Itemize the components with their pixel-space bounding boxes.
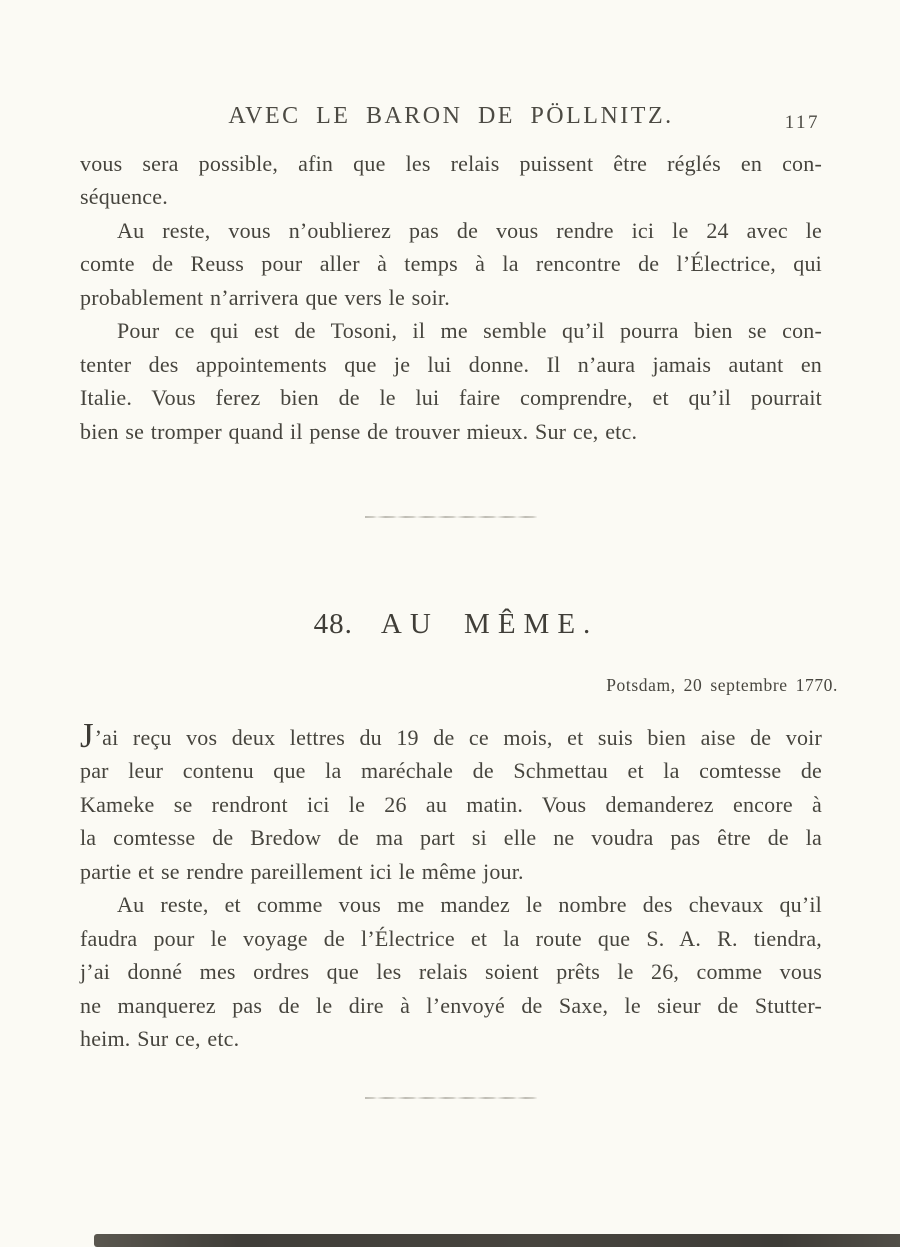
text-line: partie et se rendre pareillement ici le même jour. bbox=[80, 858, 524, 884]
section-divider bbox=[365, 516, 537, 518]
text-line: faudra pour le voyage de l’Électrice et la route que S. A. R. tiendra, bbox=[80, 925, 822, 951]
text-line: heim. Sur ce, etc. bbox=[80, 1026, 240, 1052]
text-line: bien se tromper quand il pense de trouver mieux. Sur ce, etc. bbox=[80, 418, 638, 444]
text-line: Au reste, vous n’oublierez pas de vous rendre ici le 24 avec le bbox=[117, 217, 822, 243]
running-title: AVEC LE BARON DE PÖLLNITZ. bbox=[228, 103, 674, 129]
text-line: par leur contenu que la maréchale de Schmettau et la comtesse de bbox=[80, 758, 822, 784]
text-line: Pour ce qui est de Tosoni, il me semble qu’il pourra bien se con- bbox=[117, 318, 822, 344]
letter-47-text bbox=[80, 147, 822, 448]
letter-heading bbox=[80, 608, 832, 641]
text-line: la comtesse de Bredow de ma part si elle ne voudra pas être de la bbox=[80, 825, 822, 851]
text-line: séquence. bbox=[80, 184, 168, 210]
text-line: j’ai donné mes ordres que les relais soient prêts le 26, comme vous bbox=[80, 959, 822, 985]
text-line: vous sera possible, afin que les relais puissent être réglés en con- bbox=[80, 151, 822, 176]
text-line: comte de Reuss pour aller à temps à la rencontre de l’Électrice, qui bbox=[80, 251, 822, 277]
text-line: Au reste, et comme vous me mandez le nombre des chevaux qu’il bbox=[117, 892, 822, 918]
text-line: Italie. Vous ferez bien de le lui faire comprendre, et qu’il pourrait bbox=[80, 385, 822, 411]
text-line: probablement n’arrivera que vers le soir. bbox=[80, 284, 450, 310]
text-line bbox=[80, 716, 822, 755]
section-divider bbox=[365, 1097, 537, 1099]
text-line: ne manquerez pas de le dire à l’envoyé de Saxe, le sieur de Stutter- bbox=[80, 992, 822, 1018]
dateline: Potsdam, 20 septembre 1770. bbox=[606, 675, 838, 695]
letter-number: 48. bbox=[313, 608, 353, 640]
scan-edge-shadow bbox=[94, 1234, 900, 1247]
text-line: Kameke se rendront ici le 26 au matin. Vous demanderez encore à bbox=[80, 791, 822, 817]
letter-48-text bbox=[80, 716, 822, 1056]
page-header bbox=[80, 103, 822, 137]
page-number: 117 bbox=[784, 112, 820, 133]
drop-cap: J bbox=[80, 716, 94, 755]
text-line: tenter des appointements que je lui donne. Il n’aura jamais autant en bbox=[80, 351, 822, 377]
letter-title: AU MÊME. bbox=[380, 608, 599, 640]
text-line-rest: ’ai reçu vos deux lettres du 19 de ce mois, et suis bien aise de voir bbox=[94, 725, 822, 750]
